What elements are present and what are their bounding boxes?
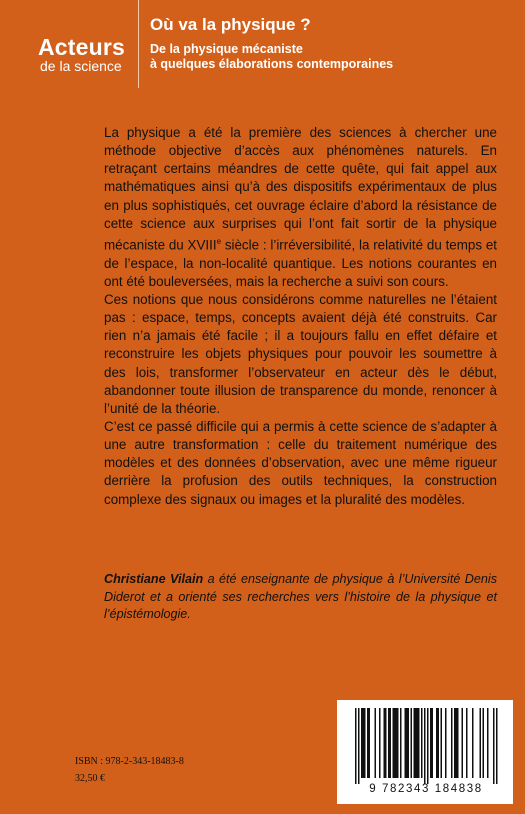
barcode-bar xyxy=(496,708,498,784)
barcode-bar xyxy=(462,708,464,778)
barcode-bar xyxy=(358,708,360,784)
barcode-bar xyxy=(411,708,413,778)
barcode-bar xyxy=(421,708,423,778)
barcode-bar xyxy=(384,708,386,778)
barcode-bar xyxy=(355,708,357,784)
barcode-bar xyxy=(408,708,410,778)
summary-paragraph-1-end: siècle : l’irréversibilité, la relativité du temps et de l’espace, la non-localité quantique. Les notions courantes en ont été bouleversées, mais la recherche a suivi son cours. xyxy=(104,237,498,289)
barcode-bar xyxy=(418,708,420,778)
summary-paragraph-1-start: La physique a été la première des sciences à chercher une méthode objective d’accès aux phénomènes naturels. En retraçant certains méandres de cette quête, qui fait appel aux mathématiques ainsi qu’à des dispositifs expérimentaux de plus en plus sophistiqués, cet ouvrage éclaire d’abord la résistance de cette science aux surprises qui l’ont fait sortir de la physique mécaniste du XVIII xyxy=(104,125,497,253)
book-header xyxy=(150,14,510,72)
author-bio xyxy=(104,571,497,624)
barcode-digits: 9 782343 184838 xyxy=(369,783,483,795)
barcode xyxy=(345,708,505,786)
barcode-bar xyxy=(388,708,390,778)
barcode-bar xyxy=(397,708,399,778)
series-logo-line1: Acteurs xyxy=(38,34,126,60)
book-subtitle xyxy=(150,42,510,72)
barcode-bar xyxy=(441,708,443,778)
back-cover-summary xyxy=(104,124,497,509)
barcode-bar xyxy=(445,708,447,778)
book-subtitle-line1: De la physique mécaniste xyxy=(150,42,303,56)
barcode-bar xyxy=(454,708,456,778)
barcode-bar xyxy=(438,708,440,778)
barcode-bar xyxy=(364,708,366,778)
price: 32,50 € xyxy=(75,773,105,784)
barcode-bar xyxy=(483,708,485,778)
barcode-bar xyxy=(487,708,489,778)
barcode-bar xyxy=(406,708,408,778)
barcode-box xyxy=(337,700,513,804)
barcode-bar xyxy=(369,708,371,778)
barcode-bar xyxy=(451,708,453,778)
barcode-bar xyxy=(405,708,407,778)
book-title: Où va la physique ? xyxy=(150,15,311,34)
summary-paragraph-3: C’est ce passé difficile qui a permis à cette science de s’adapter à une autre transformation : celle du traitement numérique des modèles et des données d’observation, avec une même rigueur derrière la profusion des outils techniques, la construction complexe des signaux ou images et la pluralité des modèles. xyxy=(104,418,497,507)
barcode-bar xyxy=(417,708,419,778)
isbn: ISBN : 978-2-343-18483-8 xyxy=(75,756,184,767)
barcode-bar xyxy=(472,708,474,778)
barcode-bar xyxy=(493,708,495,784)
barcode-bar xyxy=(393,708,395,778)
barcode-bar xyxy=(432,708,434,778)
barcode-bar xyxy=(361,708,363,778)
barcode-bar xyxy=(457,708,459,778)
summary-paragraph-1 xyxy=(104,124,497,291)
barcode-bar xyxy=(390,708,392,778)
summary-paragraph-2: Ces notions que nous considérons comme naturelles ne l’étaient pas : espace, temps, concepts avaient déjà été construits. Car rien n’a jamais été facile ; il a toujours fallu en effet défaire et reconstruire les objets physiques pour pouvoir les soumettre à des lois, transformer l’observateur en acteur dès le début, abandonner toute illusion de transparence du monde, renoncer à l’unité de la théorie. xyxy=(104,291,497,416)
century-superscript: e xyxy=(216,236,222,246)
barcode-bar xyxy=(396,708,398,778)
barcode-bar xyxy=(367,708,369,778)
barcode-bar xyxy=(456,708,458,778)
book-subtitle-line2: à quelques élaborations contemporaines xyxy=(150,57,394,71)
barcode-bar xyxy=(375,708,377,778)
author-name: Christiane Vilain xyxy=(104,572,204,586)
series-logo xyxy=(38,36,132,74)
author-bio-text: a été enseignante de physique à l’Université Denis Diderot et a orienté ses recherches vers l’histoire de la physique et l’épistémologie. xyxy=(104,572,497,621)
header-divider xyxy=(138,0,139,88)
series-logo-line2: de la science xyxy=(40,58,122,74)
barcode-bar xyxy=(480,708,482,778)
barcode-bar xyxy=(363,708,365,778)
barcode-bar xyxy=(385,708,387,778)
barcode-bar xyxy=(379,708,381,778)
barcode-bar xyxy=(394,708,396,778)
barcode-bar xyxy=(414,708,416,778)
barcode-bar xyxy=(415,708,417,778)
barcode-bar xyxy=(430,708,432,778)
barcode-bar xyxy=(466,708,468,778)
barcode-bar xyxy=(436,708,438,778)
barcode-bar xyxy=(427,708,429,784)
barcode-bar xyxy=(424,708,426,784)
barcode-bar xyxy=(400,708,402,778)
